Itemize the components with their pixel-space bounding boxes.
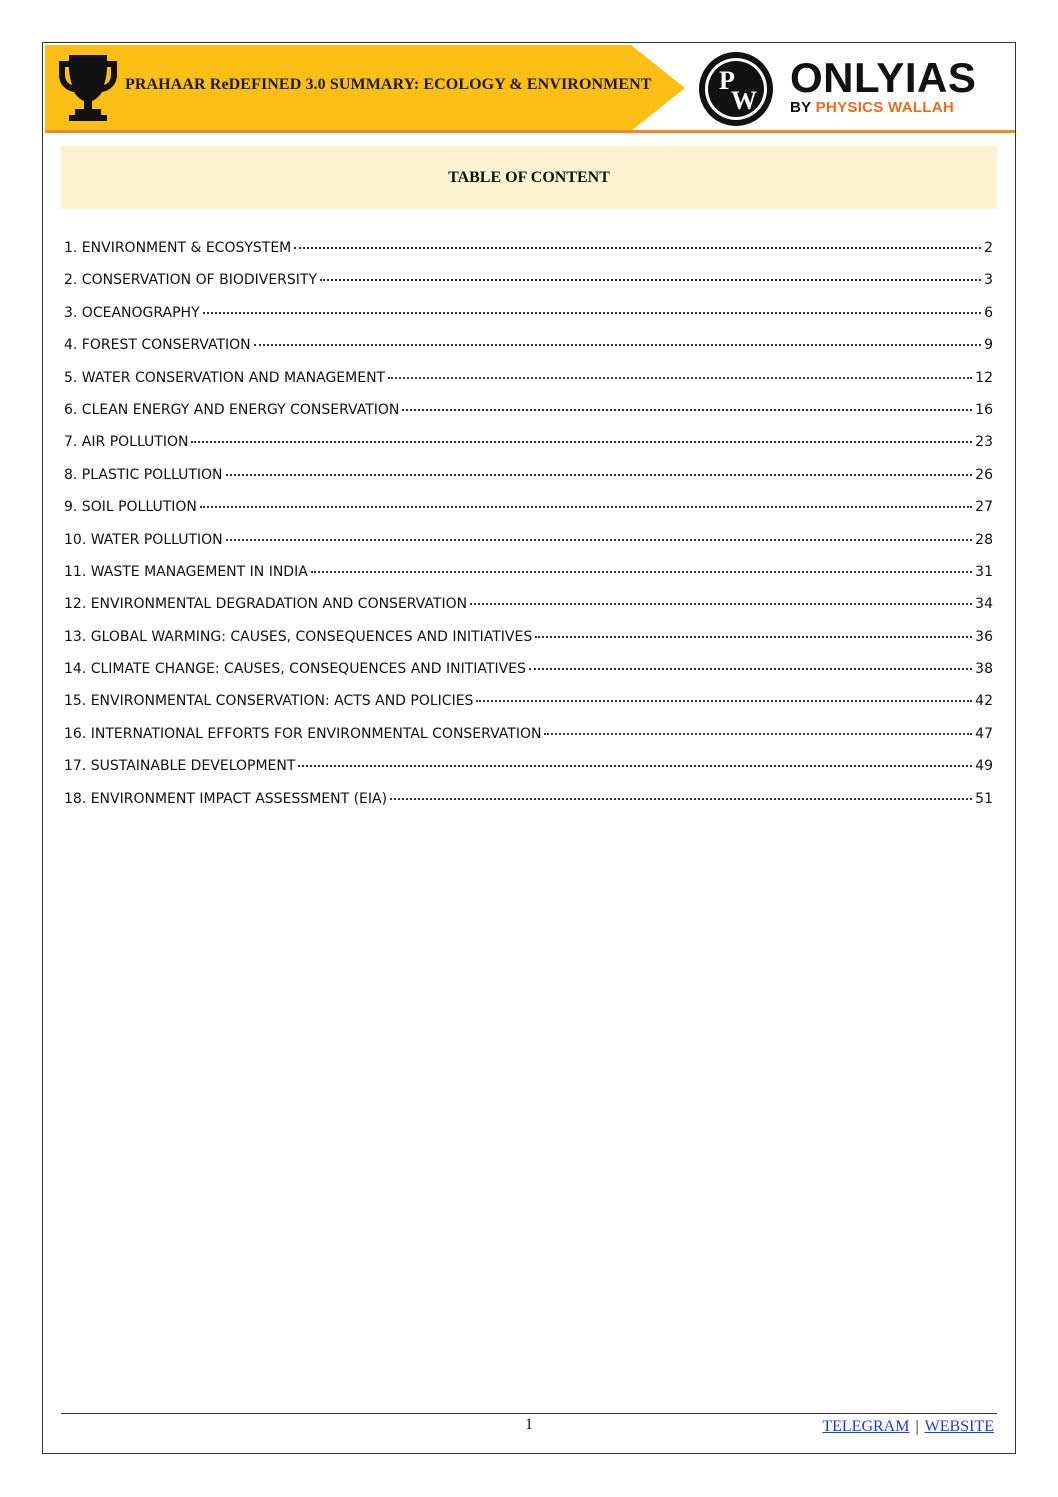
toc-item-title: 4. FOREST CONSERVATION [64,337,251,354]
brand-name: ONLYIAS [790,54,977,101]
toc-item-page: 23 [975,434,993,451]
toc-dot-leader [529,668,972,670]
toc-item-title: 17. SUSTAINABLE DEVELOPMENT [64,758,296,775]
toc-item[interactable] [64,272,993,304]
toc-item-page: 3 [984,272,993,289]
toc-item-page: 34 [975,596,993,613]
toc-dot-leader [402,409,972,411]
toc-item-page: 42 [975,693,993,710]
toc-item-title: 16. INTERNATIONAL EFFORTS FOR ENVIRONMENTAL CONSERVATION [64,725,542,742]
toc-item-title: 13. GLOBAL WARMING: CAUSES, CONSEQUENCES AND INITIATIVES [64,628,533,645]
toc-heading: TABLE OF CONTENT [448,168,610,186]
footer-links [822,1418,994,1436]
toc-item[interactable] [64,596,993,628]
toc-item[interactable] [64,337,993,369]
toc-item[interactable] [64,532,993,564]
toc-item[interactable] [64,629,993,661]
toc-item-page: 28 [975,531,993,548]
telegram-link[interactable]: TELEGRAM [822,1418,910,1435]
website-link[interactable]: WEBSITE [924,1418,994,1435]
toc-item[interactable] [64,791,993,823]
toc-item[interactable] [64,305,993,337]
toc-item-title: 9. SOIL POLLUTION [64,499,197,516]
toc-item-page: 38 [975,661,993,678]
page-number: 1 [525,1416,533,1433]
toc-item[interactable] [64,402,993,434]
toc-item-title: 2. CONSERVATION OF BIODIVERSITY [64,272,318,289]
brand-sub-name: PHYSICS WALLAH [815,99,955,116]
toc-item-page: 27 [975,499,993,516]
toc-item-page: 16 [975,401,993,418]
toc-item-title: 7. AIR POLLUTION [64,434,189,451]
toc-item[interactable] [64,564,993,596]
toc-item-page: 51 [975,790,993,807]
toc-dot-leader [388,377,972,379]
toc-item-page: 6 [984,304,993,321]
toc-item-title: 12. ENVIRONMENTAL DEGRADATION AND CONSERVATION [64,596,468,613]
toc-item-page: 12 [975,369,993,386]
toc-dot-leader [476,700,972,702]
toc-item[interactable] [64,726,993,758]
toc-item[interactable] [64,758,993,790]
toc-item-page: 47 [975,725,993,742]
footer-rule [61,1413,997,1414]
footer-separator: | [915,1418,919,1435]
toc-dot-leader [254,344,981,346]
toc-item[interactable] [64,693,993,725]
toc-item[interactable] [64,370,993,402]
toc-dot-leader [320,279,981,281]
toc-item[interactable] [64,499,993,531]
toc-dot-leader [200,506,972,508]
toc-item[interactable] [64,434,993,466]
header-title: PRAHAAR ReDEFINED 3.0 SUMMARY: ECOLOGY & ENVIRONMENT [125,76,652,93]
page-header [45,45,1015,133]
toc-dot-leader [191,441,972,443]
brand-subtitle [790,99,1010,116]
toc-item-title: 14. CLIMATE CHANGE: CAUSES, CONSEQUENCES AND INITIATIVES [64,661,526,678]
trophy-icon [55,51,121,123]
toc-list [64,240,993,823]
toc-item-title: 15. ENVIRONMENTAL CONSERVATION: ACTS AND POLICIES [64,693,474,710]
toc-item[interactable] [64,661,993,693]
toc-dot-leader [470,603,972,605]
svg-text:P: P [719,66,735,95]
toc-item-page: 2 [984,240,993,256]
toc-item-title: 10. WATER POLLUTION [64,531,223,548]
toc-item-page: 36 [975,628,993,645]
toc-item-title: 11. WASTE MANAGEMENT IN INDIA [64,563,308,580]
toc-dot-leader [294,247,981,249]
toc-dot-leader [544,733,972,735]
toc-item-title: 5. WATER CONSERVATION AND MANAGEMENT [64,369,386,386]
toc-item-page: 49 [975,758,993,775]
toc-dot-leader [311,571,972,573]
toc-item[interactable] [64,467,993,499]
toc-dot-leader [298,765,972,767]
toc-item-title: 18. ENVIRONMENT IMPACT ASSESSMENT (EIA) [64,790,388,807]
toc-item-page: 26 [975,466,993,483]
svg-text:W: W [731,86,757,115]
toc-item-page: 31 [975,563,993,580]
toc-item-title: 3. OCEANOGRAPHY [64,304,200,321]
brand-logo [790,54,1010,121]
toc-item-page: 9 [984,337,993,354]
toc-item-title: 6. CLEAN ENERGY AND ENERGY CONSERVATION [64,401,400,418]
pw-logo [698,51,774,127]
toc-dot-leader [226,539,973,541]
header-rule [45,130,1015,133]
toc-dot-leader [535,636,972,638]
brand-sub-by: BY [790,99,812,116]
toc-dot-leader [226,474,973,476]
toc-heading-box [61,146,997,209]
toc-item-title: 1. ENVIRONMENT & ECOSYSTEM [64,240,292,256]
toc-dot-leader [390,798,972,800]
toc-dot-leader [203,312,981,314]
toc-item[interactable] [64,240,993,272]
toc-item-title: 8. PLASTIC POLLUTION [64,466,223,483]
